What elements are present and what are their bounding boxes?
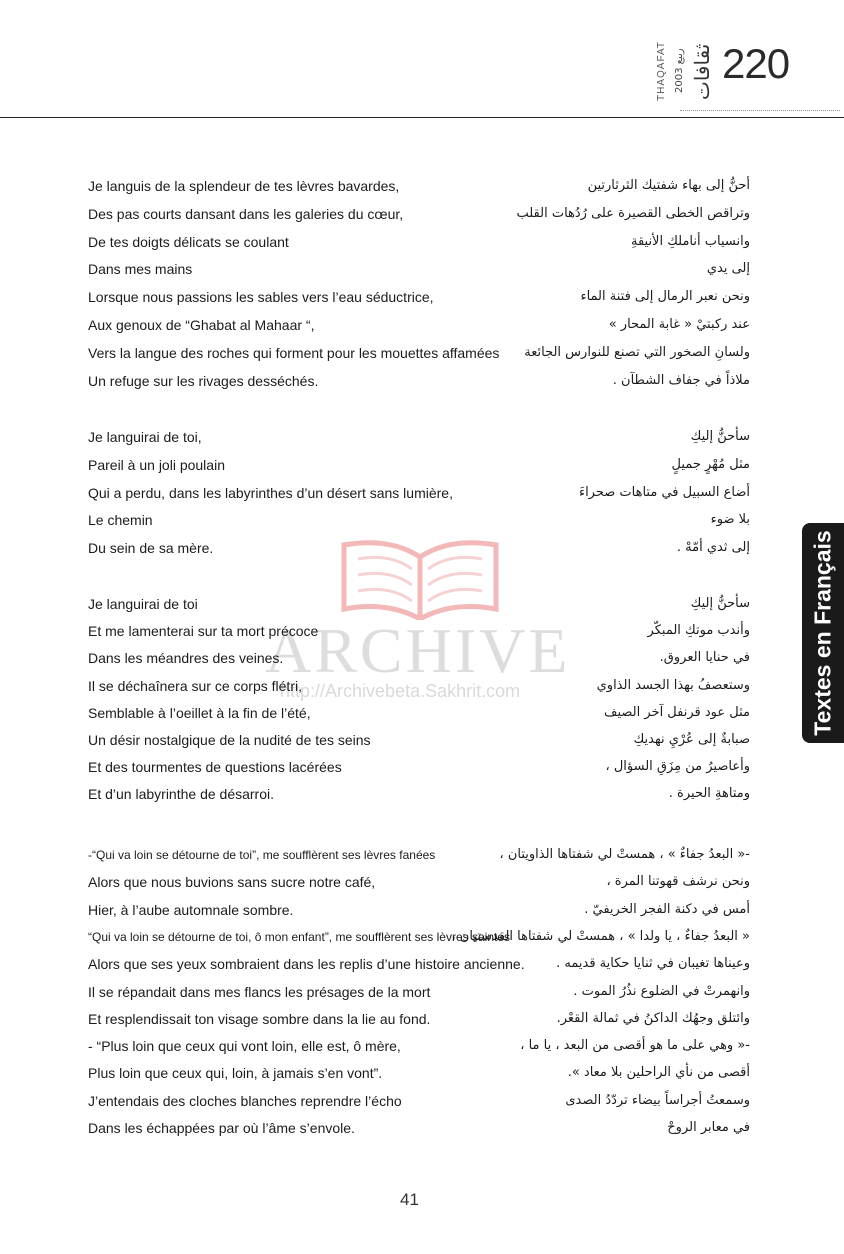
- verse-line: [0, 981, 844, 1009]
- arabic-verse: وانهمرتْ في الضلوع نذُرُ الموت .: [573, 983, 750, 999]
- french-verse: Et des tourmentes de questions lacérées: [88, 759, 342, 776]
- magazine-latin-title: THAQAFAT: [656, 40, 667, 102]
- verse-line: [0, 426, 844, 454]
- arabic-verse: ولسانِ الصخور التي تصنع للنوارس الجائعة: [524, 344, 750, 360]
- verse-line: [0, 783, 844, 811]
- verse-line: [0, 675, 844, 703]
- arabic-verse: عند ركبتيْ « غابة المحار »: [608, 317, 750, 332]
- verse-line: [0, 175, 844, 203]
- french-verse: - “Plus loin que ceux qui vont loin, elle est, ô mère,: [88, 1038, 401, 1055]
- french-verse: Vers la langue des roches qui forment pour les mouettes affamées: [88, 344, 500, 361]
- french-verse: -“Qui va loin se détourne de toi”, me soufflèrent ses lèvres fanées: [88, 848, 436, 862]
- verse-line: [0, 1035, 844, 1063]
- verse-line: [0, 647, 844, 675]
- magazine-arabic-title: ثقافات: [690, 43, 714, 101]
- french-verse: Dans mes mains: [88, 261, 193, 278]
- french-verse: “Qui va loin se détourne de toi, ô mon enfant”, me soufflèrent ses lèvres saintes: [88, 929, 511, 944]
- arabic-verse: سأحنُّ إليكِ: [690, 429, 750, 444]
- verse-line: [0, 314, 844, 342]
- french-verse: Aux genoux de “Ghabat al Mahaar “,: [88, 317, 315, 333]
- arabic-verse: وعيناها تغيبان في ثنايا حكاية قديمه .: [556, 956, 750, 972]
- verse-line: [0, 1090, 844, 1118]
- arabic-verse: إلى ثدي أمّهْ .: [676, 540, 750, 556]
- verse-line: [0, 1008, 844, 1036]
- verse-line: [0, 953, 844, 981]
- arabic-verse: إلى يدي: [706, 261, 750, 277]
- verse-line: [0, 537, 844, 565]
- arabic-verse: أقصى من نأي الراحلين بلا معاد ».: [567, 1065, 750, 1081]
- arabic-verse: « البعدُ جفاءٌ ، يا ولدا » ، همستْ لي شفتاها القدستيان ،: [451, 928, 750, 944]
- french-verse: Alors que ses yeux sombraient dans les replis d’une histoire ancienne.: [88, 956, 525, 973]
- verse-line: [0, 258, 844, 286]
- french-verse: Et resplendissait ton visage sombre dans la lie au fond.: [88, 1010, 431, 1027]
- folio-number: 41: [400, 1190, 419, 1209]
- french-verse: Lorsque nous passions les sables vers l’eau séductrice,: [88, 289, 434, 306]
- french-verse: Plus loin que ceux qui, loin, à jamais s’en vont”.: [88, 1065, 383, 1082]
- verse-line: [0, 286, 844, 314]
- french-verse: Et me lamenterai sur ta mort précoce: [88, 623, 319, 640]
- arabic-verse: وائتلق وجهُك الداكنُ في ثمالة القعْر.: [556, 1010, 750, 1026]
- french-verse: Dans les méandres des veines.: [88, 650, 284, 667]
- verse-line: [0, 844, 844, 872]
- verse-line: [0, 1062, 844, 1090]
- verse-line: [0, 926, 844, 954]
- french-verse: Je languis de la splendeur de tes lèvres bavardes,: [88, 178, 400, 194]
- french-verse: Un désir nostalgique de la nudité de tes seins: [88, 732, 371, 748]
- verse-line: [0, 509, 844, 537]
- arabic-verse: -« وهي على ما هو أقصى من البعد ، يا ما ،: [520, 1038, 750, 1054]
- verse-line: [0, 482, 844, 510]
- arabic-verse: سأحنُّ إليكِ: [690, 596, 750, 611]
- verse-line: [0, 593, 844, 621]
- french-verse: Pareil à un joli poulain: [88, 456, 225, 473]
- arabic-verse: صبابةٌ إلى عُرْيِ نهديكِ: [633, 732, 750, 747]
- arabic-verse: ونحن نعبر الرمال إلى فتنة الماء: [580, 289, 750, 305]
- verse-line: [0, 620, 844, 648]
- french-verse: Un refuge sur les rivages desséchés.: [88, 372, 319, 389]
- section-tab-label: Textes en Français: [809, 530, 836, 736]
- arabic-verse: وسمعتُ أجراساً بيضاء تردّدُ الصدى: [565, 1092, 750, 1108]
- verse-line: [0, 871, 844, 899]
- french-verse: Je languirai de toi: [88, 596, 198, 612]
- french-verse: Et d’un labyrinthe de désarroi.: [88, 786, 274, 803]
- arabic-verse: في معابر الروحْ: [667, 1120, 750, 1135]
- arabic-verse: ونحن نرشف قهوتنا المرة ،: [606, 874, 750, 890]
- arabic-verse: بلا ضوء: [710, 512, 750, 528]
- verse-line: [0, 342, 844, 370]
- arabic-verse: مثل مُهْرٍ جميلٍ: [671, 456, 750, 472]
- magazine-issue-year: 2003 ربيع: [674, 48, 685, 94]
- french-verse: Semblable à l’oeillet à la fin de l’été,: [88, 704, 311, 721]
- french-verse: De tes doigts délicats se coulant: [88, 233, 289, 250]
- arabic-verse: ملاذاً في جفاف الشطآن .: [612, 372, 750, 388]
- french-verse: Hier, à l’aube automnale sombre.: [88, 901, 294, 918]
- arabic-verse: وأندب موتكِ المبكّر: [647, 623, 750, 639]
- verse-line: [0, 231, 844, 259]
- arabic-verse: مثل عود قرنفل آخر الصيف: [604, 704, 750, 720]
- french-verse: Je languirai de toi,: [88, 429, 202, 445]
- french-verse: J’entendais des cloches blanches reprendre l’écho: [88, 1092, 402, 1109]
- arabic-verse: أضاع السبيل في متاهات صحراءَ: [578, 484, 750, 500]
- arabic-verse: أمس في دكنة الفجر الخريفيّ .: [584, 901, 750, 917]
- french-verse: Du sein de sa mère.: [88, 540, 214, 557]
- arabic-verse: وانسياب أناملكِ الأنيقةِ: [630, 233, 750, 249]
- french-verse: Il se déchaînera sur ce corps flétri,: [88, 677, 302, 694]
- french-verse: Dans les échappées par où l’âme s’envole.: [88, 1120, 355, 1136]
- verse-line: [0, 756, 844, 784]
- section-tab: [802, 523, 844, 743]
- arabic-verse: وأعاصيرُ من مِزَقِ السؤال ،: [605, 759, 750, 775]
- french-verse: Le chemin: [88, 512, 153, 529]
- page-number: 220: [722, 40, 790, 87]
- french-verse: Alors que nous buvions sans sucre notre café,: [88, 874, 376, 891]
- verse-line: [0, 1117, 844, 1145]
- arabic-verse: وتراقص الخطى القصيرة على رُدُهات القلب: [516, 205, 750, 221]
- french-verse: Qui a perdu, dans les labyrinthes d’un désert sans lumière,: [88, 484, 453, 501]
- verse-line: [0, 702, 844, 730]
- watermark-url: http://Archivebeta.Sakhrit.com: [280, 681, 521, 701]
- french-verse: Des pas courts dansant dans les galeries du cœur,: [88, 205, 404, 222]
- verse-line: [0, 370, 844, 398]
- arabic-verse: أحنُّ إلى بهاء شفتيك الثرثارتين: [587, 178, 750, 193]
- verse-line: [0, 454, 844, 482]
- french-verse: Il se répandait dans mes flancs les présages de la mort: [88, 983, 431, 1000]
- arabic-verse: في حنايا العروق.: [659, 650, 750, 666]
- verse-line: [0, 729, 844, 757]
- arabic-verse: وستعصفُ بهذا الجسد الذاوي: [596, 677, 750, 693]
- verse-line: [0, 203, 844, 231]
- watermark-title: ARCHIVE: [265, 615, 571, 686]
- verse-line: [0, 899, 844, 927]
- arabic-verse: ومتاهةِ الحيرة .: [668, 786, 750, 802]
- arabic-verse: -« البعدُ جفاءٌ » ، همستْ لي شفتاها الذاويتان ،: [499, 847, 750, 862]
